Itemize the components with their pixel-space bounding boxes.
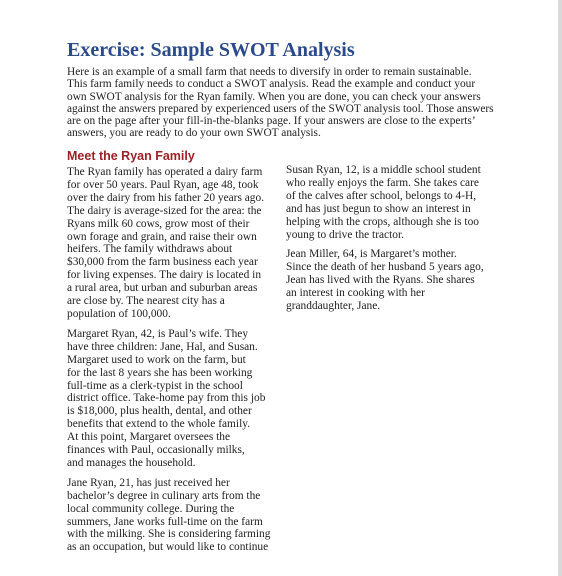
text-line: who really enjoys the farm. She takes care [286,176,479,189]
text-line: as an occupation, but would like to continue [67,541,269,554]
intro-line: Here is an example of a small farm that needs to diversify in order to remain sustainable. [67,66,472,78]
jean-miller-paragraph [286,248,501,313]
text-line: are close by. The nearest city has a [67,295,225,308]
text-line: young to drive the tractor. [286,228,404,241]
text-line: Margaret used to work on the farm, but [67,353,246,366]
text-line: an interest in cooking with her [286,287,425,300]
text-line: The dairy is average-sized for the area: the [67,204,262,217]
text-line: for living expenses. The dairy is located in [67,269,262,282]
text-line: At this point, Margaret oversees the [67,431,231,444]
text-line: Jean has lived with the Ryans. She shares [286,274,475,287]
right-column [286,164,501,320]
text-line: full-time as a clerk-typist in the school [67,379,243,392]
intro-line: own SWOT analysis for the Ryan family. When you are done, you can check your answers [67,90,481,103]
text-line: Margaret Ryan, 42, is Paul’s wife. They [67,327,249,340]
text-line: heifers. The family withdraws about [67,243,233,256]
text-line: population of 100,000. [67,307,171,320]
text-line: and manages the household. [67,456,196,469]
text-line: $30,000 from the farm business each year [67,256,258,269]
text-line: with the milking. She is considering farming [67,528,271,541]
paul-ryan-paragraph [67,166,277,321]
intro-line: are on the page after your fill-in-the-blanks page. If your answers are close to the experts’ [67,115,476,128]
text-line: of the calves after school, belongs to 4-H, [286,189,477,202]
text-line: a rural area, but urban and suburban areas [67,282,258,295]
text-line: Ryans milk 60 cows, grow most of their [67,217,250,230]
jane-ryan-paragraph [67,477,277,554]
text-line: for over 50 years. Paul Ryan, age 48, took [67,178,259,191]
text-line: The Ryan family has operated a dairy farm [67,166,263,178]
text-line: have three children: Jane, Hal, and Susan. [67,340,258,353]
intro-line: against the answers prepared by experienced users of the SWOT analysis tool. Those answers [67,102,494,115]
margaret-ryan-paragraph [67,328,277,470]
page-title: Exercise: Sample SWOT Analysis [67,39,355,61]
text-line: for the last 8 years she has been working [67,366,253,379]
text-line: finances with Paul, occasionally milks, [67,444,245,457]
text-line: benefits that extend to the whole family. [67,418,251,431]
text-line: summers, Jane works full-time on the farm [67,515,263,528]
intro-line: This farm family needs to conduct a SWOT analysis. Read the example and conduct your [67,78,476,91]
intro-line: answers, you are ready to do your own SWOT analysis. [67,127,321,140]
intro-paragraph [67,66,497,140]
text-line: bachelor’s degree in culinary arts from the [67,489,261,502]
text-line: Since the death of her husband 5 years ago, [286,261,484,274]
text-line: Susan Ryan, 12, is a middle school student [286,164,481,176]
text-line: over the dairy from his father 20 years ago. [67,191,265,204]
text-line: own forage and grain, and raise their own [67,230,257,243]
text-line: Jean Miller, 64, is Margaret’s mother. [286,248,457,261]
text-line: granddaughter, Jane. [286,300,381,313]
susan-ryan-paragraph [286,164,501,241]
text-line: and has just begun to show an interest in [286,202,471,215]
text-line: is $18,000, plus health, dental, and other [67,405,252,418]
section-heading: Meet the Ryan Family [67,149,195,163]
text-line: helping with the crops, although she is too [286,215,479,228]
text-line: Jane Ryan, 21, has just received her [67,476,230,489]
text-line: local community college. During the [67,502,235,515]
left-column [67,166,277,561]
text-line: district office. Take-home pay from this job [67,392,266,405]
